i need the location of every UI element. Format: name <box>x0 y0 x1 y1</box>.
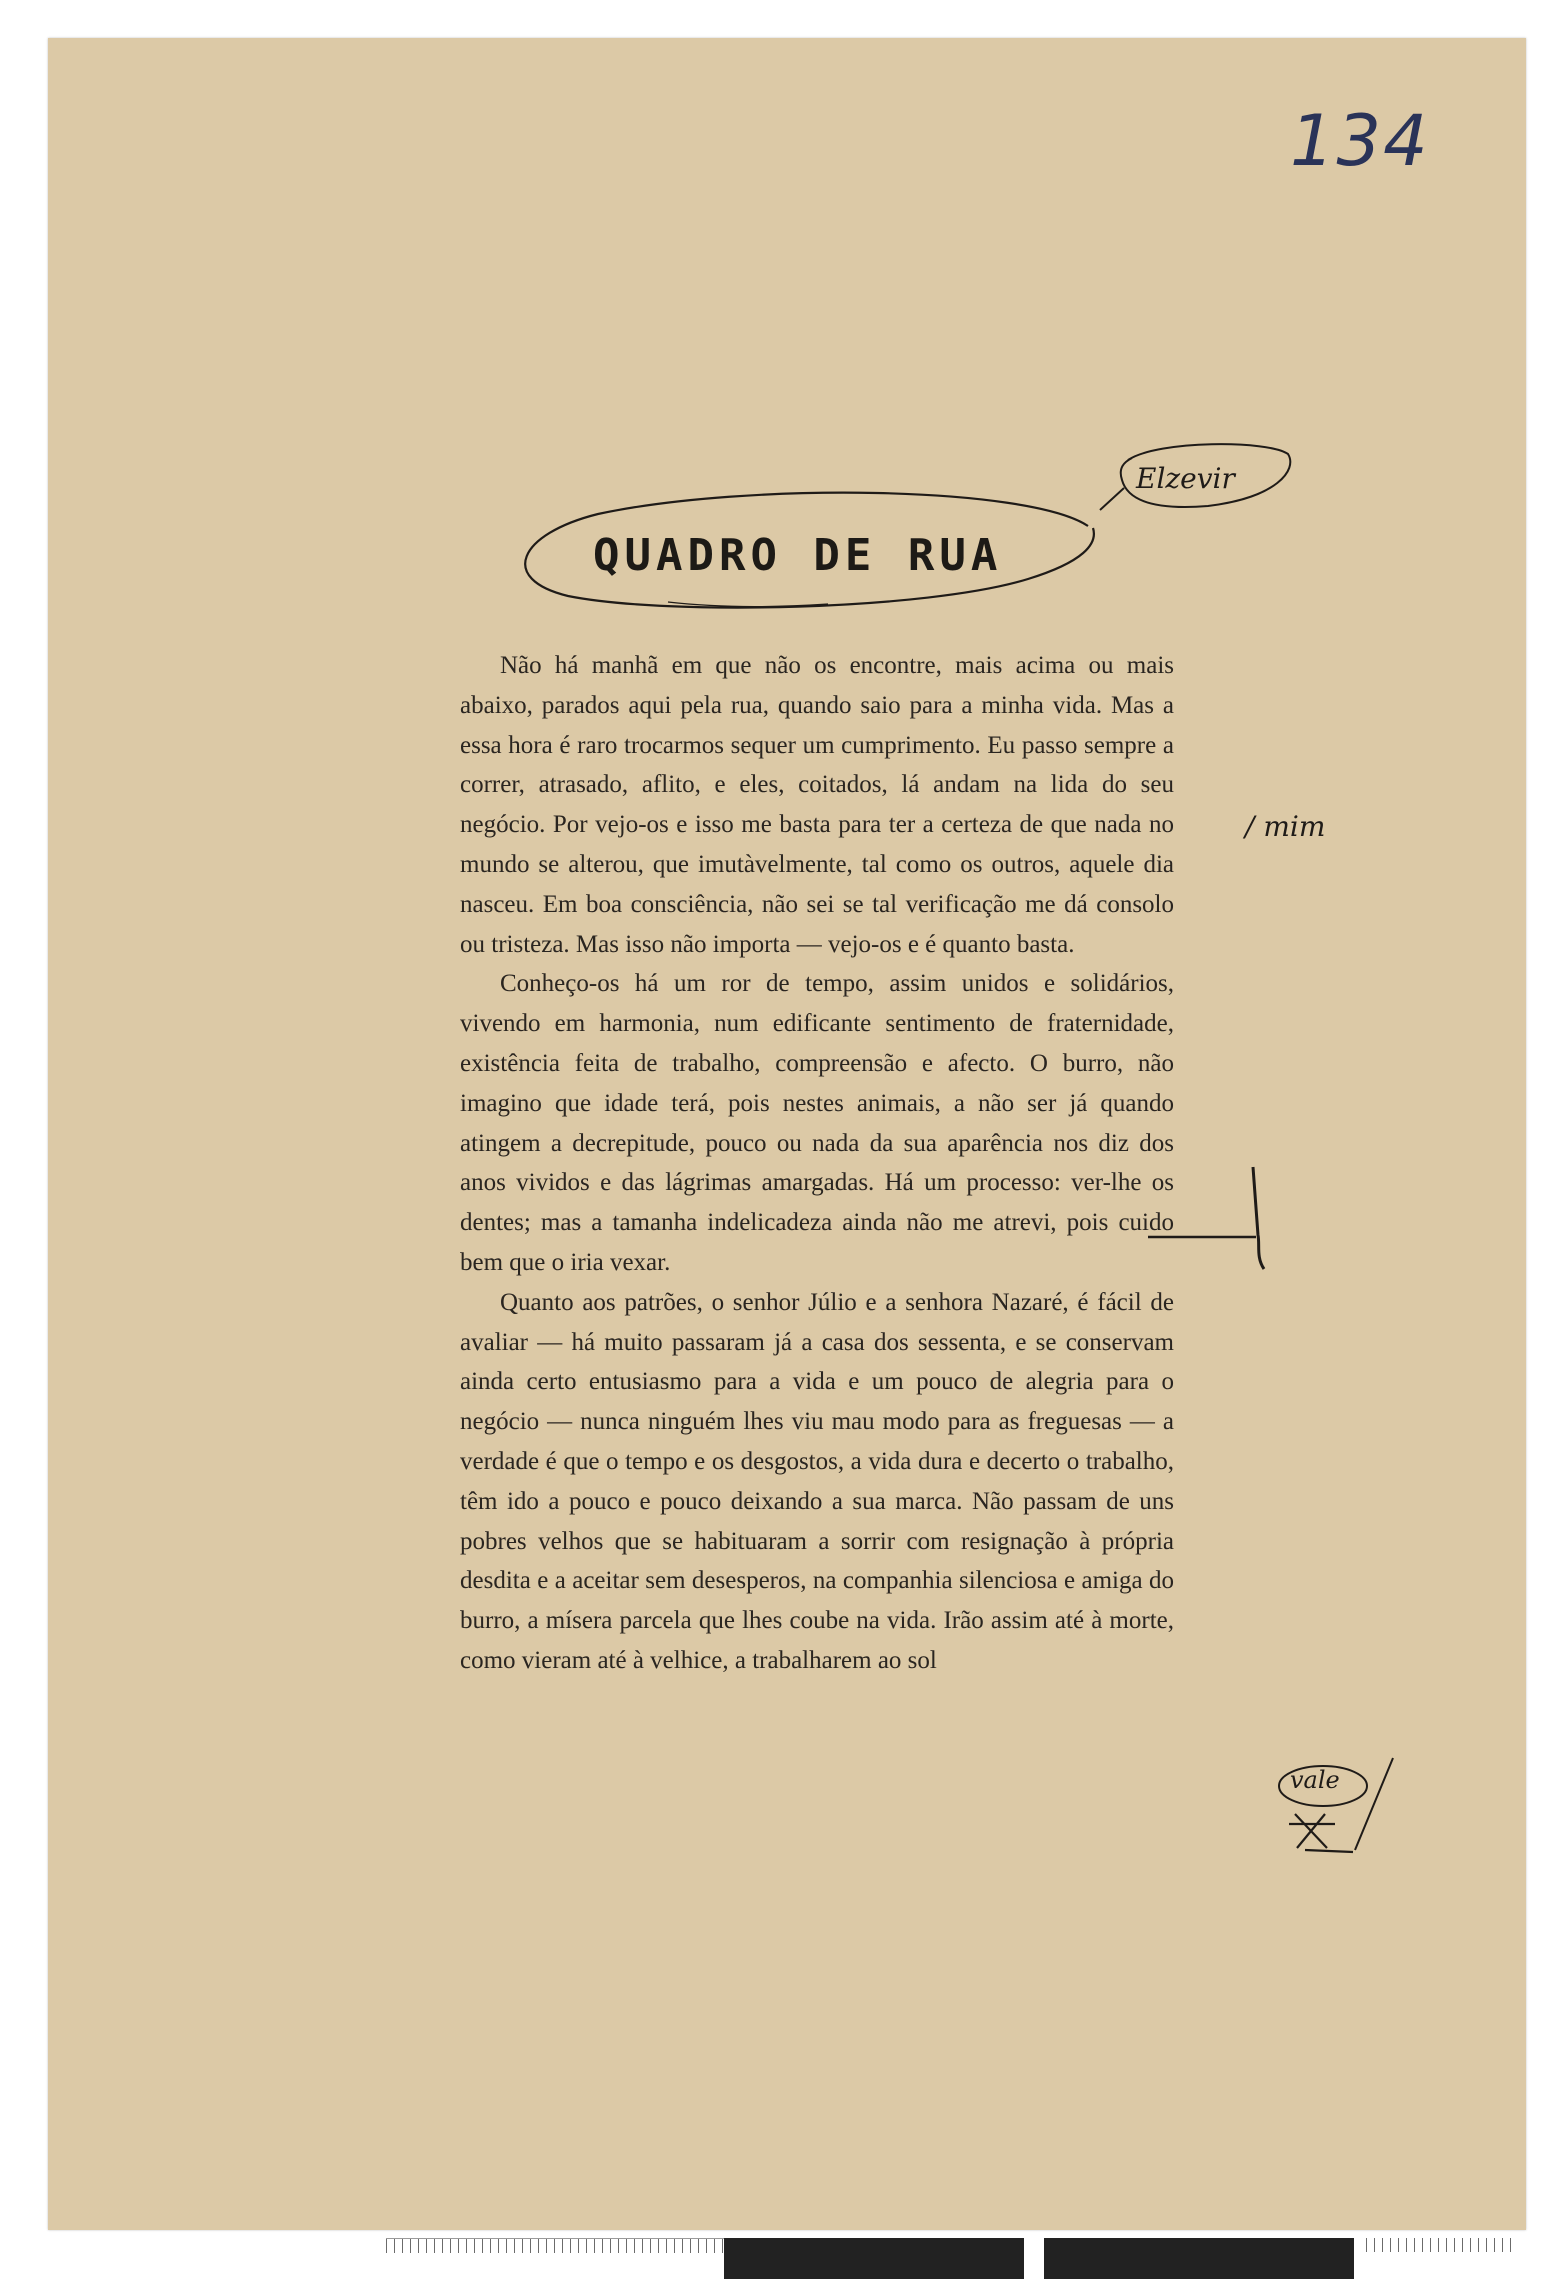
margin-note-mim: / mim <box>1245 810 1326 843</box>
ruler-black-block <box>1044 2238 1354 2279</box>
body-text <box>460 646 1174 1681</box>
paragraph: Quanto aos patrões, o senhor Júlio e a senhora Nazaré, é fácil de avaliar — há muito passaram já a casa dos sessenta, e se conservam ainda certo entusiasmo para a vida e um pouco de alegria para o negócio — nunca ninguém lhes viu mau modo para as freguesas — a verdade é que o tempo e os desgostos, a vida dura e decerto o trabalho, têm ido a pouco e pouco deixando a sua marca. Não passam de uns pobres velhos que se habituaram a sorrir com resignação à própria desdita e a aceitar sem desesperos, na companhia silenciosa e amiga do burro, a mísera parcela que lhes coube na vida. Irão assim até à morte, como vieram até à velhice, a trabalharem ao sol <box>460 1288 1174 1674</box>
title-block <box>508 484 1108 614</box>
margin-bracket-mark <box>1148 1165 1268 1275</box>
document-title: QUADRO DE RUA <box>593 530 1003 581</box>
margin-note-vale: vale <box>1290 1766 1340 1794</box>
paragraph: Não há manhã em que não os encontre, mais acima ou mais abaixo, parados aqui pela rua, quando saio para a minha vida. Mas a essa hora é raro trocarmos sequer um cumprimento. Eu passo sempre a correr, atrasado, aflito, e eles, coitados, lá andam na lida do seu negócio. Por vejo-os e isso me basta para ter a certeza de que nada no mundo se alterou, que imutàvelmente, tal como os outros, aquele dia nasceu. Em boa consciência, não sei se tal verificação me dá consolo ou tristeza. Mas isso não importa — vejo-os e é quanto basta. <box>460 652 1174 958</box>
page-number: 134 <box>1290 100 1430 182</box>
elzevir-note: Elzevir <box>1136 462 1235 495</box>
elzevir-annotation <box>1098 440 1298 520</box>
paragraph: Conheço-os há um ror de tempo, assim unidos e solidários, vivendo em harmonia, num edificante sentimento de fraternidade, existência feita de trabalho, compreensão e afecto. O burro, não imagino que idade terá, pois nestes animais, a não ser já quando atingem a decrepitude, pouco ou nada da sua aparência nos diz dos anos vividos e das lágrimas amargadas. Há um processo: ver-lhe os dentes; mas a tamanha indelicadeza ainda não me atrevi, pois cuido bem que o iria vexar. <box>460 970 1174 1276</box>
ruler-ticks <box>1366 2238 1516 2279</box>
ruler-ticks <box>386 2238 726 2280</box>
ruler-black-block <box>724 2238 1024 2279</box>
ruler-gap <box>1024 2238 1044 2279</box>
scale-ruler <box>386 2238 1516 2279</box>
